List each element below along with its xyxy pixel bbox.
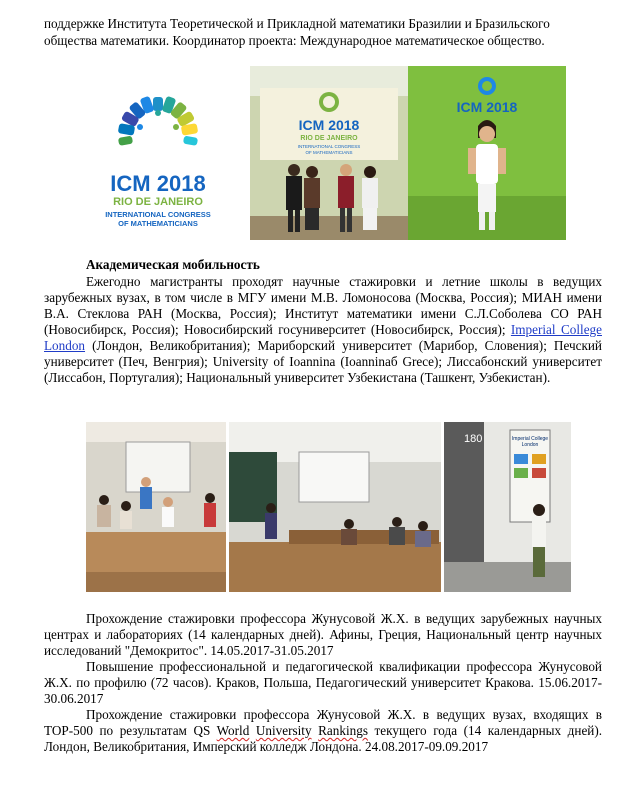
qualification-krakow: Повышение профессиональной и педагогической квалификации профессора Жунусовой Ж.Х. по профилю (72 часов). Краков, Польша, Педагогический университет Кракова. 15.06.2017-30.06.2017 <box>44 659 602 706</box>
building-number: 180 <box>464 433 483 445</box>
icm-logo <box>88 93 228 233</box>
intro-line-2: общества математики. Координатор проекта: Международное математическое общество. <box>44 33 545 48</box>
mobility-text-b: (Лондон, Великобритания); Мариборский университет (Марибор, Словения); Печский университет (Печ, Венгрия); University of Ioannina (Ioanninaб Grece); Лиссабонский университет (Лиссабон, Португалия); Национальный университет Узбекистана (Ташкент, Узбекистан). <box>44 338 602 385</box>
banner-city: RIO DE JANEIRO <box>300 135 358 142</box>
photo-classroom-2 <box>229 422 441 592</box>
internship-london <box>44 707 602 755</box>
photo-imperial-college <box>444 422 571 592</box>
section-heading: Академическая мобильность <box>86 257 260 272</box>
word-world: World <box>216 723 250 738</box>
mobility-text-a: Ежегодно магистранты проходят научные стажировки и летние школы в ведущих зарубежных вузах, в том числе в МГУ имени М.В. Ломоносова (Москва, Россия); МИАН имени В.А. Стеклова РАН (Москва, Россия); Институт математики имени С.Л.Соболева СО РАН (Новосибирск, Россия); Новосибирский госуниверситет (Новосибирск, Россия); <box>44 274 602 337</box>
icm-logo-city: RIO DE JANEIRO <box>113 196 203 208</box>
word-rankings: Rankings <box>318 723 368 738</box>
icm-logo-line2: OF MATHEMATICIANS <box>118 219 198 228</box>
banner-line1: INTERNATIONAL CONGRESS <box>297 144 361 149</box>
sign-line1: Imperial College <box>511 436 549 442</box>
photo-classroom-1 <box>86 422 226 592</box>
imperial-college-link[interactable]: Imperial College London <box>44 322 602 353</box>
space-1 <box>249 723 256 738</box>
intro-line-1: поддержке Института Теоретической и Прикладной математики Бразилии и Бразильского <box>44 16 550 31</box>
photo-group-icm <box>250 66 408 240</box>
icm-logo-line1: INTERNATIONAL CONGRESS <box>105 210 211 219</box>
svg-text:ICM 2018: ICM 2018 <box>456 99 518 115</box>
london-text-b: текущего года (14 календарных дней). Лондон, Великобритания, Имперский колледж Лондона. 24.08.2017-09.09.2017 <box>44 723 603 754</box>
word-university: University <box>255 723 312 738</box>
internship-athens: Прохождение стажировки профессора Жунусовой Ж.Х. в ведущих зарубежных научных центрах и лабораториях (14 календарных дней). Афины, Греция, Национальный центр научных исследований "Демокритос". 14.05.2017-31.05.2017 <box>44 611 602 658</box>
photo-woman-icm <box>408 66 566 240</box>
london-text-a: Прохождение стажировки профессора Жунусовой Ж.Х. в ведущих вузах, входящих в ТОР-500 по результатам QS <box>44 707 602 738</box>
banner-line2: OF MATHEMATICIANS <box>305 150 353 155</box>
icm-logo-main: ICM 2018 <box>110 171 206 196</box>
banner-main: ICM 2018 <box>298 117 360 133</box>
mobility-paragraph <box>44 274 602 386</box>
sign-line2: London <box>521 442 539 448</box>
